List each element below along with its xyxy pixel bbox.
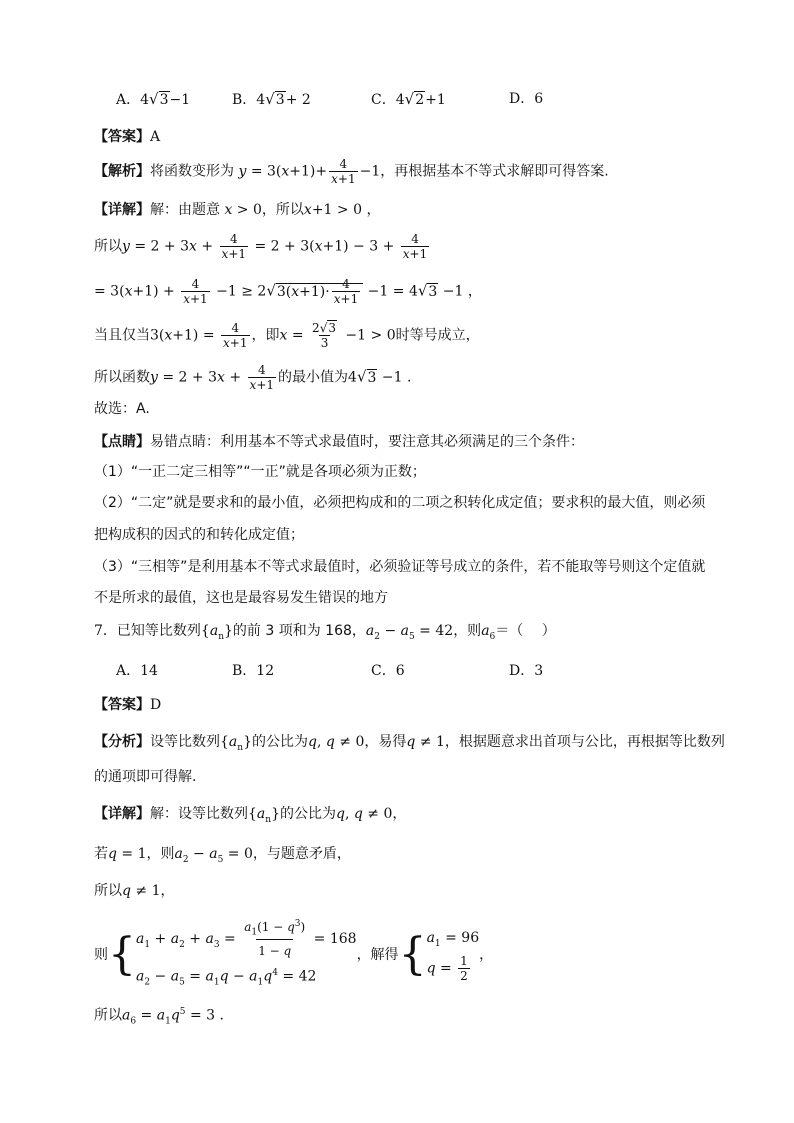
analysis-text: ，根据题意求出首项与公比，再根据等比数列: [444, 734, 725, 750]
answer-value: D: [150, 697, 162, 713]
option-radicand: 3: [159, 92, 169, 108]
analysis-text: ，再根据基本不等式求解即可得答案.: [380, 163, 609, 180]
detail-text: 解：由题意: [150, 202, 220, 218]
step-text: 的最小值为: [278, 369, 349, 386]
question-number: 7．: [94, 623, 117, 639]
detail-tag: 【详解】: [94, 806, 150, 822]
option-letter: B．: [232, 663, 257, 679]
sqrt-sign: √: [149, 90, 159, 108]
option-rest: + 2: [285, 92, 311, 108]
detail-text: ，: [392, 806, 407, 822]
q6-step-3: 当且仅当3(x+1) = $\frac{4}{x+1}$ ，即x = $\frac{2√3}{3}$ −1 > 0时等号成立，: [94, 321, 480, 350]
q6-detail: 【详解】解：由题意 x > 0，所以x+1 > 0 ，: [94, 202, 381, 218]
stem-text: 的前 3 项和为 168，: [232, 623, 366, 639]
stem-text: ，则: [453, 623, 482, 639]
q6-step-2: = 3(x+1) + $\frac{4}{x+1}$ −1 ≥ 2√3(x+1)· $\frac{4}{x+1}$ −1 = 4√3 −1 ，: [94, 277, 482, 306]
detail-text: ，所以: [261, 202, 304, 218]
option-letter: D．: [509, 663, 535, 679]
analysis-text: ，易得: [364, 734, 407, 750]
q6-option-c: [371, 90, 446, 109]
fraction: $\frac{4}{x+1}$: [331, 157, 356, 186]
step-text: 当且仅当: [94, 327, 150, 344]
answer-tag: 【答案】: [94, 697, 150, 713]
sqrt-sign: √: [404, 90, 415, 108]
q6-tip-2b: 把构成积的因式的和转化成定值；: [94, 527, 304, 543]
q6-step-4: 所以函数y = 2 + 3x + $\frac{4}{x+1}$ 的最小值为4√3 −1 .: [94, 363, 412, 392]
option-radicand: 3: [275, 92, 285, 108]
analysis-text: 将函数变形为: [150, 163, 234, 180]
q7-stem: 7．已知等比数列$\{a_n\}$的前 3 项和为 168，$a_2 - a_5 = 42$，则$a_6=$（ ）: [94, 623, 556, 642]
q6-tip-3a: （3）“三相等”是利用基本不等式求最值时，必须验证等号成立的条件，若不能取等号则这个定值就: [94, 559, 706, 575]
detail-text: 解：设等比数列: [150, 806, 248, 822]
analysis-tag: 【分析】: [94, 734, 150, 750]
option-text: 12: [256, 663, 275, 679]
detail-tag: 【详解】: [94, 202, 150, 218]
q7-system: 则{ $a_1 + a_2 + a_3$ = $\frac{a_1(1 - q^3)}{1 - q}$ = 168 $a_2 - a_5 = a_1q - a_1q^4 = 42$ ，解得{ $a_1 = 96$ q = $\frac{1}{2}$ ，: [94, 916, 493, 994]
analysis-tag: 【解析】: [94, 163, 150, 180]
option-letter: C．: [371, 92, 396, 108]
q6-tip-2a: （2）“二定”就是要求和的最小值，必须把构成和的二项之积转化成定值；要求积的最大值，则必须: [94, 495, 706, 511]
option-letter: B．: [232, 92, 257, 108]
option-text: 6: [395, 663, 405, 679]
option-letter: A．: [116, 663, 141, 679]
q7-option-a: [116, 662, 158, 680]
stem-text: ＝（ ）: [495, 623, 556, 639]
step-text: 所以: [94, 238, 122, 255]
system-text: 则: [94, 946, 108, 963]
q6-tip-3b: 不是所求的最值，这也是最容易发生错误的地方: [94, 590, 388, 606]
q6-tip: [94, 433, 584, 451]
q7-so: 所以q ≠ 1，: [94, 883, 175, 899]
q6-conclusion: 故选：A.: [94, 401, 150, 417]
q7-option-b: [232, 662, 274, 680]
option-coef: 4: [395, 92, 405, 108]
q7-answer: [94, 696, 161, 714]
option-letter: A．: [116, 92, 141, 108]
so-text: 所以: [94, 883, 122, 899]
detail-text: 的公比为: [280, 806, 336, 822]
q7-detail: 【详解】解：设等比数列$\{a_n\}$的公比为q, q ≠ 0，: [94, 806, 407, 825]
q7-option-d: [509, 662, 543, 680]
so-text: ，: [160, 883, 175, 899]
option-coef: 4: [256, 92, 266, 108]
option-rest: +1: [425, 92, 446, 108]
tip-text: 易错点睛：利用基本不等式求最值时，要注意其必须满足的三个条件：: [150, 434, 584, 450]
formula: y: [238, 163, 247, 180]
option-text: 14: [140, 663, 158, 679]
option-letter: C．: [371, 663, 396, 679]
analysis-text: 设等比数列: [150, 734, 220, 750]
q6-analysis: 【解析】将函数变形为 y = 3(x+1)+ $\frac{4}{x+1}$ −1，再根据基本不等式求解即可得答案.: [94, 157, 609, 186]
case-text: ，与题意矛盾，: [252, 846, 351, 862]
q6-tip-1: （1）“一正二定三相等”“一正”就是各项必须为正数；: [94, 464, 426, 480]
answer-tag: 【答案】: [94, 129, 150, 145]
q7-case: 若q = 1，则$a_2 - a_5 = 0$，与题意矛盾，: [94, 846, 351, 865]
step-text: 所以函数: [94, 369, 150, 386]
case-text: 若: [94, 846, 108, 862]
sqrt-sign: √: [265, 90, 275, 108]
option-text: 3: [534, 663, 544, 679]
equation-system: $a_1 + a_2 + a_3$ = $\frac{a_1(1 - q^3)}{1 - q}$ = 168 $a_2 - a_5 = a_1q - a_1q^4 = 42$: [136, 919, 357, 988]
final-text: 所以: [94, 1007, 122, 1024]
case-text: ，则: [146, 846, 175, 862]
stem-text: 已知等比数列: [116, 623, 201, 639]
q7-option-c: [371, 662, 405, 680]
tip-tag: 【点睛】: [94, 434, 150, 450]
option-radicand: 2: [415, 92, 425, 108]
q6-answer: [94, 128, 160, 146]
q6-option-a: [116, 90, 190, 109]
q7-final: 所以$a_6 = a_1q^5 = 3$ .: [94, 1007, 224, 1027]
option-rest: −1: [169, 92, 191, 108]
answer-value: A: [150, 129, 161, 145]
option-text: 6: [534, 91, 544, 107]
step-text: ，即: [251, 327, 280, 344]
q6-option-b: [232, 90, 311, 109]
analysis-text: 的公比为: [252, 734, 308, 750]
q6-option-d: [509, 90, 543, 108]
q7-analysis-2: 的通项即可得解.: [94, 769, 197, 785]
option-letter: D．: [509, 91, 535, 107]
option-coef: 4: [140, 92, 150, 108]
q7-analysis: 【分析】设等比数列$\{a_n\}$的公比为q, q ≠ 0，易得q ≠ 1，根据题意求出首项与公比，再根据等比数列: [94, 734, 725, 753]
step-text: 时等号成立，: [395, 327, 480, 344]
system-text: ，解得: [356, 946, 399, 963]
q6-step-1: 所以y = 2 + 3x + $\frac{4}{x+1}$ = 2 + 3(x+1) − 3 + $\frac{4}{x+1}$: [94, 232, 428, 261]
solution-system: $a_1 = 96$ q = $\frac{1}{2}$: [426, 929, 480, 984]
